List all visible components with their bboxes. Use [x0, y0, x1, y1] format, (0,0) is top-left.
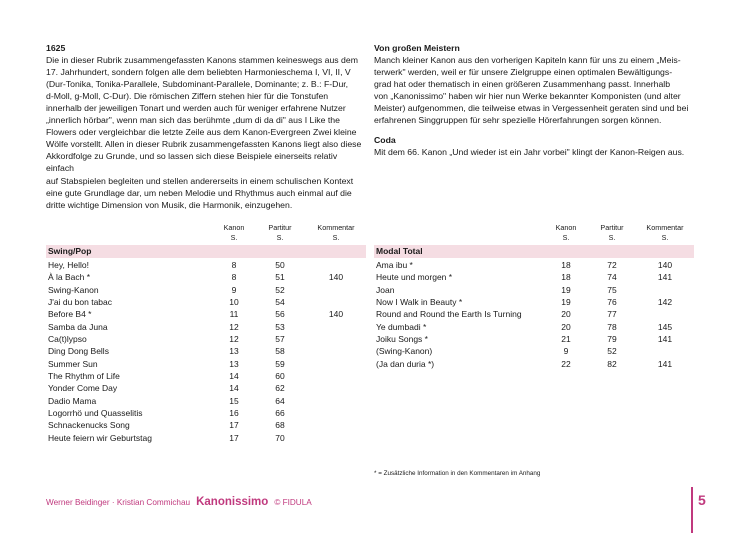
table-row: [46, 296, 366, 308]
page-divider: [691, 487, 693, 533]
cell-kanon: 20: [561, 321, 571, 332]
text-line: auf Stabspielen begleiten und stellen andererseits in einem schulischen Kontext: [46, 175, 354, 186]
table-row: [46, 432, 366, 444]
text-line: von „Kanonissimo" haben wir hier nun Werke bekannter Komponisten (und alter: [374, 91, 681, 102]
section-heading-coda: Coda: [374, 135, 396, 146]
table-row: [374, 345, 694, 357]
intro-text-right: [374, 42, 704, 158]
table-row: [46, 370, 366, 382]
text-line: Mit dem 66. Kanon „Und wieder ist ein Jahr vorbei" klingt der Kanon-Reigen aus.: [374, 147, 685, 158]
table-row: [374, 333, 694, 345]
cell-kanon: 10: [229, 297, 239, 308]
text-line: (Dur-Tonika, Tonika-Parallele, Subdominant-Parallele, Dominante; z. B.: F-Dur,: [46, 79, 349, 90]
cell-kanon: 18: [561, 272, 571, 283]
text-line: d-Moll, g-Moll, C-Dur). Die römischen Ziffern stehen hier für die Tonstufen: [46, 91, 329, 102]
cell-title: À la Bach *: [48, 272, 91, 283]
col-kanon: Kanon: [555, 223, 577, 232]
cell-kanon: 20: [561, 309, 571, 320]
cell-kanon: 16: [229, 408, 239, 419]
text-line: „innerlich hörbar", wenn man sich das berühmte „dum di da di" aus I Like the: [46, 115, 340, 126]
cell-title: Joiku Songs *: [376, 334, 428, 345]
table-row: [374, 358, 694, 370]
cell-partitur: 52: [275, 284, 285, 295]
cell-partitur: 56: [275, 309, 285, 320]
cell-kanon: 15: [229, 395, 239, 406]
table-row: [46, 259, 366, 271]
cell-kanon: 13: [229, 358, 239, 369]
cell-partitur: 72: [607, 260, 617, 270]
cell-kanon: 17: [229, 432, 239, 443]
text-line: Die in dieser Rubrik zusammengefassten Kanons stammen keineswegs aus dem: [46, 55, 358, 66]
cell-kanon: 18: [561, 260, 571, 270]
cell-partitur: 70: [275, 432, 285, 443]
footer-publisher: © FIDULA: [274, 498, 312, 507]
cell-title: The Rhythm of Life: [48, 371, 120, 382]
cell-title: Round and Round the Earth Is Turning: [376, 309, 522, 320]
cell-partitur: 64: [275, 395, 285, 406]
table-row: [374, 271, 694, 283]
cell-partitur: 68: [275, 420, 285, 431]
table-row: [46, 284, 366, 296]
table-row: [46, 333, 366, 345]
cell-kanon: 11: [229, 309, 239, 320]
cell-partitur: 58: [275, 346, 285, 357]
table-row: [46, 358, 366, 370]
cell-title: Heute und morgen *: [376, 272, 453, 283]
text-line: erfahrenen Singgruppen für sehr spezielle Hörerfahrungen sorgen können.: [374, 115, 662, 126]
text-line: grad hat oder thematisch in einen größeren Zusammenhang passt. Innerhalb: [374, 79, 671, 90]
cell-partitur: 82: [607, 358, 617, 369]
cell-partitur: 75: [607, 284, 617, 295]
cell-kanon: 9: [231, 284, 237, 295]
section-title: Swing/Pop: [46, 245, 366, 258]
cell-kanon: 17: [229, 420, 239, 431]
table-row: [374, 296, 694, 308]
footer-authors: Werner Beidinger · Kristian Commichau: [46, 498, 191, 507]
text-line: Akkordfolge zu Grunde, und so lassen sich diese Beispiele einerseits relativ einfach: [46, 151, 338, 174]
cell-partitur: 53: [275, 321, 285, 332]
cell-partitur: 66: [275, 408, 285, 419]
page-footer: [46, 496, 312, 508]
cell-title: Before B4 *: [48, 309, 92, 320]
cell-kommentar: 140: [328, 309, 344, 320]
cell-partitur: 78: [607, 321, 617, 332]
cell-kanon: 9: [563, 346, 569, 357]
table-row: [46, 395, 366, 407]
cell-kanon: 12: [229, 334, 239, 345]
cell-partitur: 74: [607, 272, 617, 283]
section-title: Modal Total: [374, 245, 694, 258]
cell-kommentar: 140: [328, 272, 344, 283]
table-row: [374, 321, 694, 333]
cell-kanon: 19: [561, 284, 571, 295]
cell-kommentar: 141: [657, 334, 673, 345]
table-row: [46, 407, 366, 419]
table-row: [46, 308, 366, 320]
cell-kanon: 19: [561, 297, 571, 308]
cell-partitur: 79: [607, 334, 617, 345]
cell-kommentar: 142: [657, 297, 673, 308]
table-header: Kanon S. Partitur S. Kommentar S.: [555, 223, 684, 242]
col-partitur: Partitur: [600, 223, 624, 232]
cell-title: J'ai du bon tabac: [48, 297, 113, 308]
cell-title: Logorrhö und Quasselitis: [48, 408, 143, 419]
cell-partitur: 62: [275, 383, 285, 394]
cell-kommentar: 141: [657, 358, 673, 369]
col-partitur: Partitur: [268, 223, 292, 232]
cell-partitur: 60: [275, 371, 285, 382]
table-row: [46, 345, 366, 357]
cell-title: Now I Walk in Beauty *: [376, 297, 463, 308]
text-line: Flowers oder vergleichbar die letzte Zeile aus dem Kanon-Evergreen Zwei kleine: [46, 127, 357, 138]
cell-title: Ye dumbadi *: [376, 321, 427, 332]
cell-kommentar: 140: [657, 260, 673, 270]
cell-title: Swing-Kanon: [48, 284, 99, 295]
col-kanon: Kanon: [223, 223, 245, 232]
cell-kanon: 22: [561, 358, 571, 369]
text-line: Manch kleiner Kanon aus den vorherigen Kapiteln kann für uns zu einem „Meis-: [374, 55, 681, 66]
text-line: Meister) aufgenommen, die teilweise etwas in Vergessenheit geraten sind und bei: [374, 103, 689, 114]
cell-title: Ca(t)lypso: [48, 334, 87, 345]
cell-partitur: 76: [607, 297, 617, 308]
footnote: * = Zusätzliche Information in den Kommentaren im Anhang: [374, 470, 541, 477]
cell-title: Dadio Mama: [48, 395, 97, 406]
table-swing-pop: [46, 223, 366, 444]
text-line: innerhalb der jeweiligen Tonart und werden auch für weniger erfahrene Nutzer: [46, 103, 346, 114]
table-row: [374, 284, 694, 296]
cell-kanon: 8: [231, 272, 237, 283]
section-body-meister: [374, 54, 704, 126]
text-line: dritte wichtige Dimension von Musik, die Harmonik, einzugehen.: [46, 199, 293, 210]
cell-kanon: 8: [231, 260, 237, 270]
cell-title: Joan: [376, 284, 395, 295]
section-heading-meister: Von großen Meistern: [374, 43, 460, 53]
intro-text-left: [46, 42, 364, 211]
cell-partitur: 51: [275, 272, 285, 283]
cell-kanon: 13: [229, 346, 239, 357]
cell-title: Heute feiern wir Geburtstag: [48, 432, 152, 443]
cell-kanon: 12: [229, 321, 239, 332]
section-body-coda: [374, 146, 704, 158]
table-row: [46, 271, 366, 283]
cell-title: Ama ibu *: [376, 260, 413, 270]
cell-partitur: 50: [275, 260, 285, 270]
cell-title: (Ja dan duria *): [376, 358, 435, 369]
table-row: [46, 382, 366, 394]
cell-partitur: 77: [607, 309, 617, 320]
cell-kanon: 14: [229, 371, 239, 382]
cell-title: Summer Sun: [48, 358, 98, 369]
cell-title: Samba da Juna: [48, 321, 108, 332]
cell-title: Yonder Come Day: [48, 383, 118, 394]
cell-title: (Swing-Kanon): [376, 346, 433, 357]
table-row: [374, 308, 694, 320]
cell-partitur: 57: [275, 334, 285, 345]
cell-kommentar: 141: [657, 272, 673, 283]
text-line: terwerk" werden, weil er für unsere Zielgruppe einen optimalen Bewältigungs-: [374, 67, 673, 78]
text-line: Wölfe vorstellt. Allen in dieser Rubrik zusammengefassten Kanons liegt also diese: [46, 139, 362, 150]
cell-partitur: 54: [275, 297, 285, 308]
cell-partitur: 59: [275, 358, 285, 369]
text-line: eine gute Grundlage dar, um neben Melodie und Rhythmus auch einmal auf die: [46, 187, 352, 198]
cell-kommentar: 145: [657, 321, 673, 332]
cell-kanon: 21: [561, 334, 571, 345]
cell-title: Schnackenucks Song: [48, 420, 130, 431]
text-line: 17. Jahrhundert, sondern folgen alle dem beliebten Harmonieschema I, VI, II, V: [46, 67, 351, 78]
table-modal-total: [374, 223, 694, 370]
footer-brand: Kanonissimo: [196, 496, 269, 508]
table-row: [46, 419, 366, 431]
section-heading-1625: 1625: [46, 43, 66, 53]
col-kommentar: Kommentar: [646, 223, 684, 232]
table-row: [46, 321, 366, 333]
page-number: 5: [698, 492, 706, 508]
cell-title: Hey, Hello!: [48, 260, 89, 270]
table-row: [374, 259, 694, 271]
cell-title: Ding Dong Bells: [48, 346, 109, 357]
cell-partitur: 52: [607, 346, 617, 357]
col-kommentar: Kommentar: [317, 223, 355, 232]
cell-kanon: 14: [229, 383, 239, 394]
table-header: Kanon S. Partitur S. Kommentar S.: [223, 223, 355, 242]
section-body-1625: [46, 54, 364, 211]
